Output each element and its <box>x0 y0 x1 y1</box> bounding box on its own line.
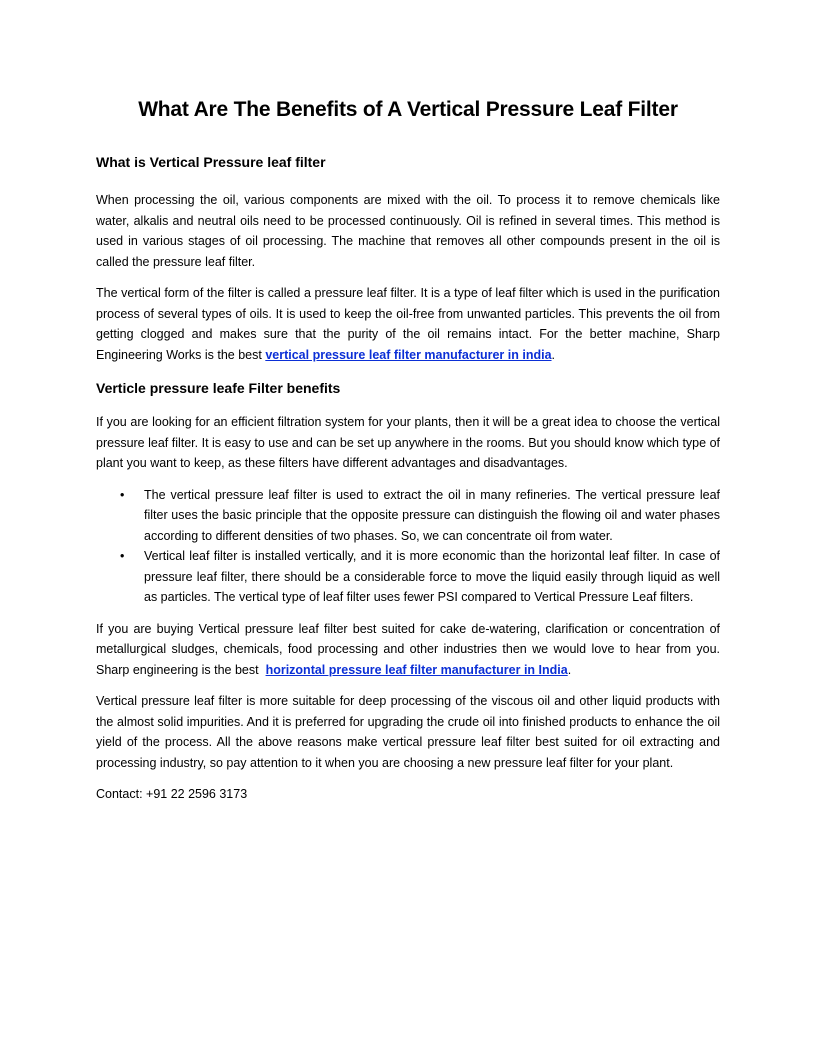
document-page <box>96 96 724 805</box>
paragraph-oil-processing: When processing the oil, various components are mixed with the oil. To process it to remove chemicals like water, alkalis and neutral oils need to be processed continuously. Oil is refined in several times. This method is used in various stages of oil processing. The machine that removes all other compounds present in the oil is called the pressure leaf filter. <box>96 193 720 269</box>
paragraph-suitability: Vertical pressure leaf filter is more suitable for deep processing of the viscous oil and other liquid products with the almost solid impurities. And it is preferred for upgrading the crude oil into finished products to enhance the oil yield of the process. All the above reasons make vertical pressure leaf filter best suited for oil extracting and processing industry, so pay attention to it when you are choosing a new pressure leaf filter for your plant. <box>96 694 720 770</box>
contact-line: Contact: +91 22 2596 3173 <box>96 787 248 801</box>
paragraph-buying-text: If you are buying Vertical pressure leaf filter best suited for cake de-watering, clarification or concentration of metallurgical sludges, chemicals, food processing and other industries then we would love to hear from you. Sharp engineering is the best <box>96 621 724 677</box>
horizontal-manufacturer-link[interactable]: horizontal pressure leaf filter manufacturer in India <box>265 662 568 677</box>
section-heading-benefits: Verticle pressure leafe Filter benefits <box>96 380 341 396</box>
paragraph-vertical-form-text: The vertical form of the filter is called a pressure leaf filter. It is a type of leaf filter which is used in the purification process of several types of oils. It is used to keep the oil-free from unwanted particles. This prevents the oil from getting clogged and makes sure that the purity of the oil remains intact. For the better machine, Sharp Engineering Works is the best <box>96 286 720 362</box>
list-item-text: Vertical leaf filter is installed vertically, and it is more economic than the horizontal leaf filter. In case of pressure leaf filter, there should be a considerable force to move the liquid easily through liquid as well as particles. The vertical type of leaf filter uses fewer PSI compared to Vertical Pressure Leaf filters. <box>144 549 720 604</box>
bullet-icon: • <box>120 549 125 563</box>
paragraph-buying-end: . <box>567 662 572 677</box>
paragraph-benefits-intro: If you are looking for an efficient filtration system for your plants, then it will be a great idea to choose the vertical pressure leaf filter. It is easy to use and can be set up anywhere in the rooms. But you should know which type of plant you want to keep, as these filters have different advantages and disadvantages. <box>96 415 720 470</box>
bullet-icon: • <box>120 487 125 502</box>
benefits-list <box>96 485 720 608</box>
list-item <box>120 485 720 547</box>
paragraph-buying <box>96 619 724 681</box>
document-title: What Are The Benefits of A Vertical Pressure Leaf Filter <box>138 98 678 121</box>
section-heading-what-is: What is Vertical Pressure leaf filter <box>96 154 326 170</box>
paragraph-vertical-form <box>96 283 720 365</box>
list-item-text: The vertical pressure leaf filter is used to extract the oil in many refineries. The vertical pressure leaf filter uses the basic principle that the opposite pressure can distinguish the flowing oil and water phases according to different densities of two phases. So, we can concentrate oil from water. <box>144 487 720 543</box>
vertical-manufacturer-link[interactable]: vertical pressure leaf filter manufacturer in india <box>265 347 552 362</box>
list-item <box>120 546 720 608</box>
paragraph-vertical-form-end: . <box>551 347 556 362</box>
